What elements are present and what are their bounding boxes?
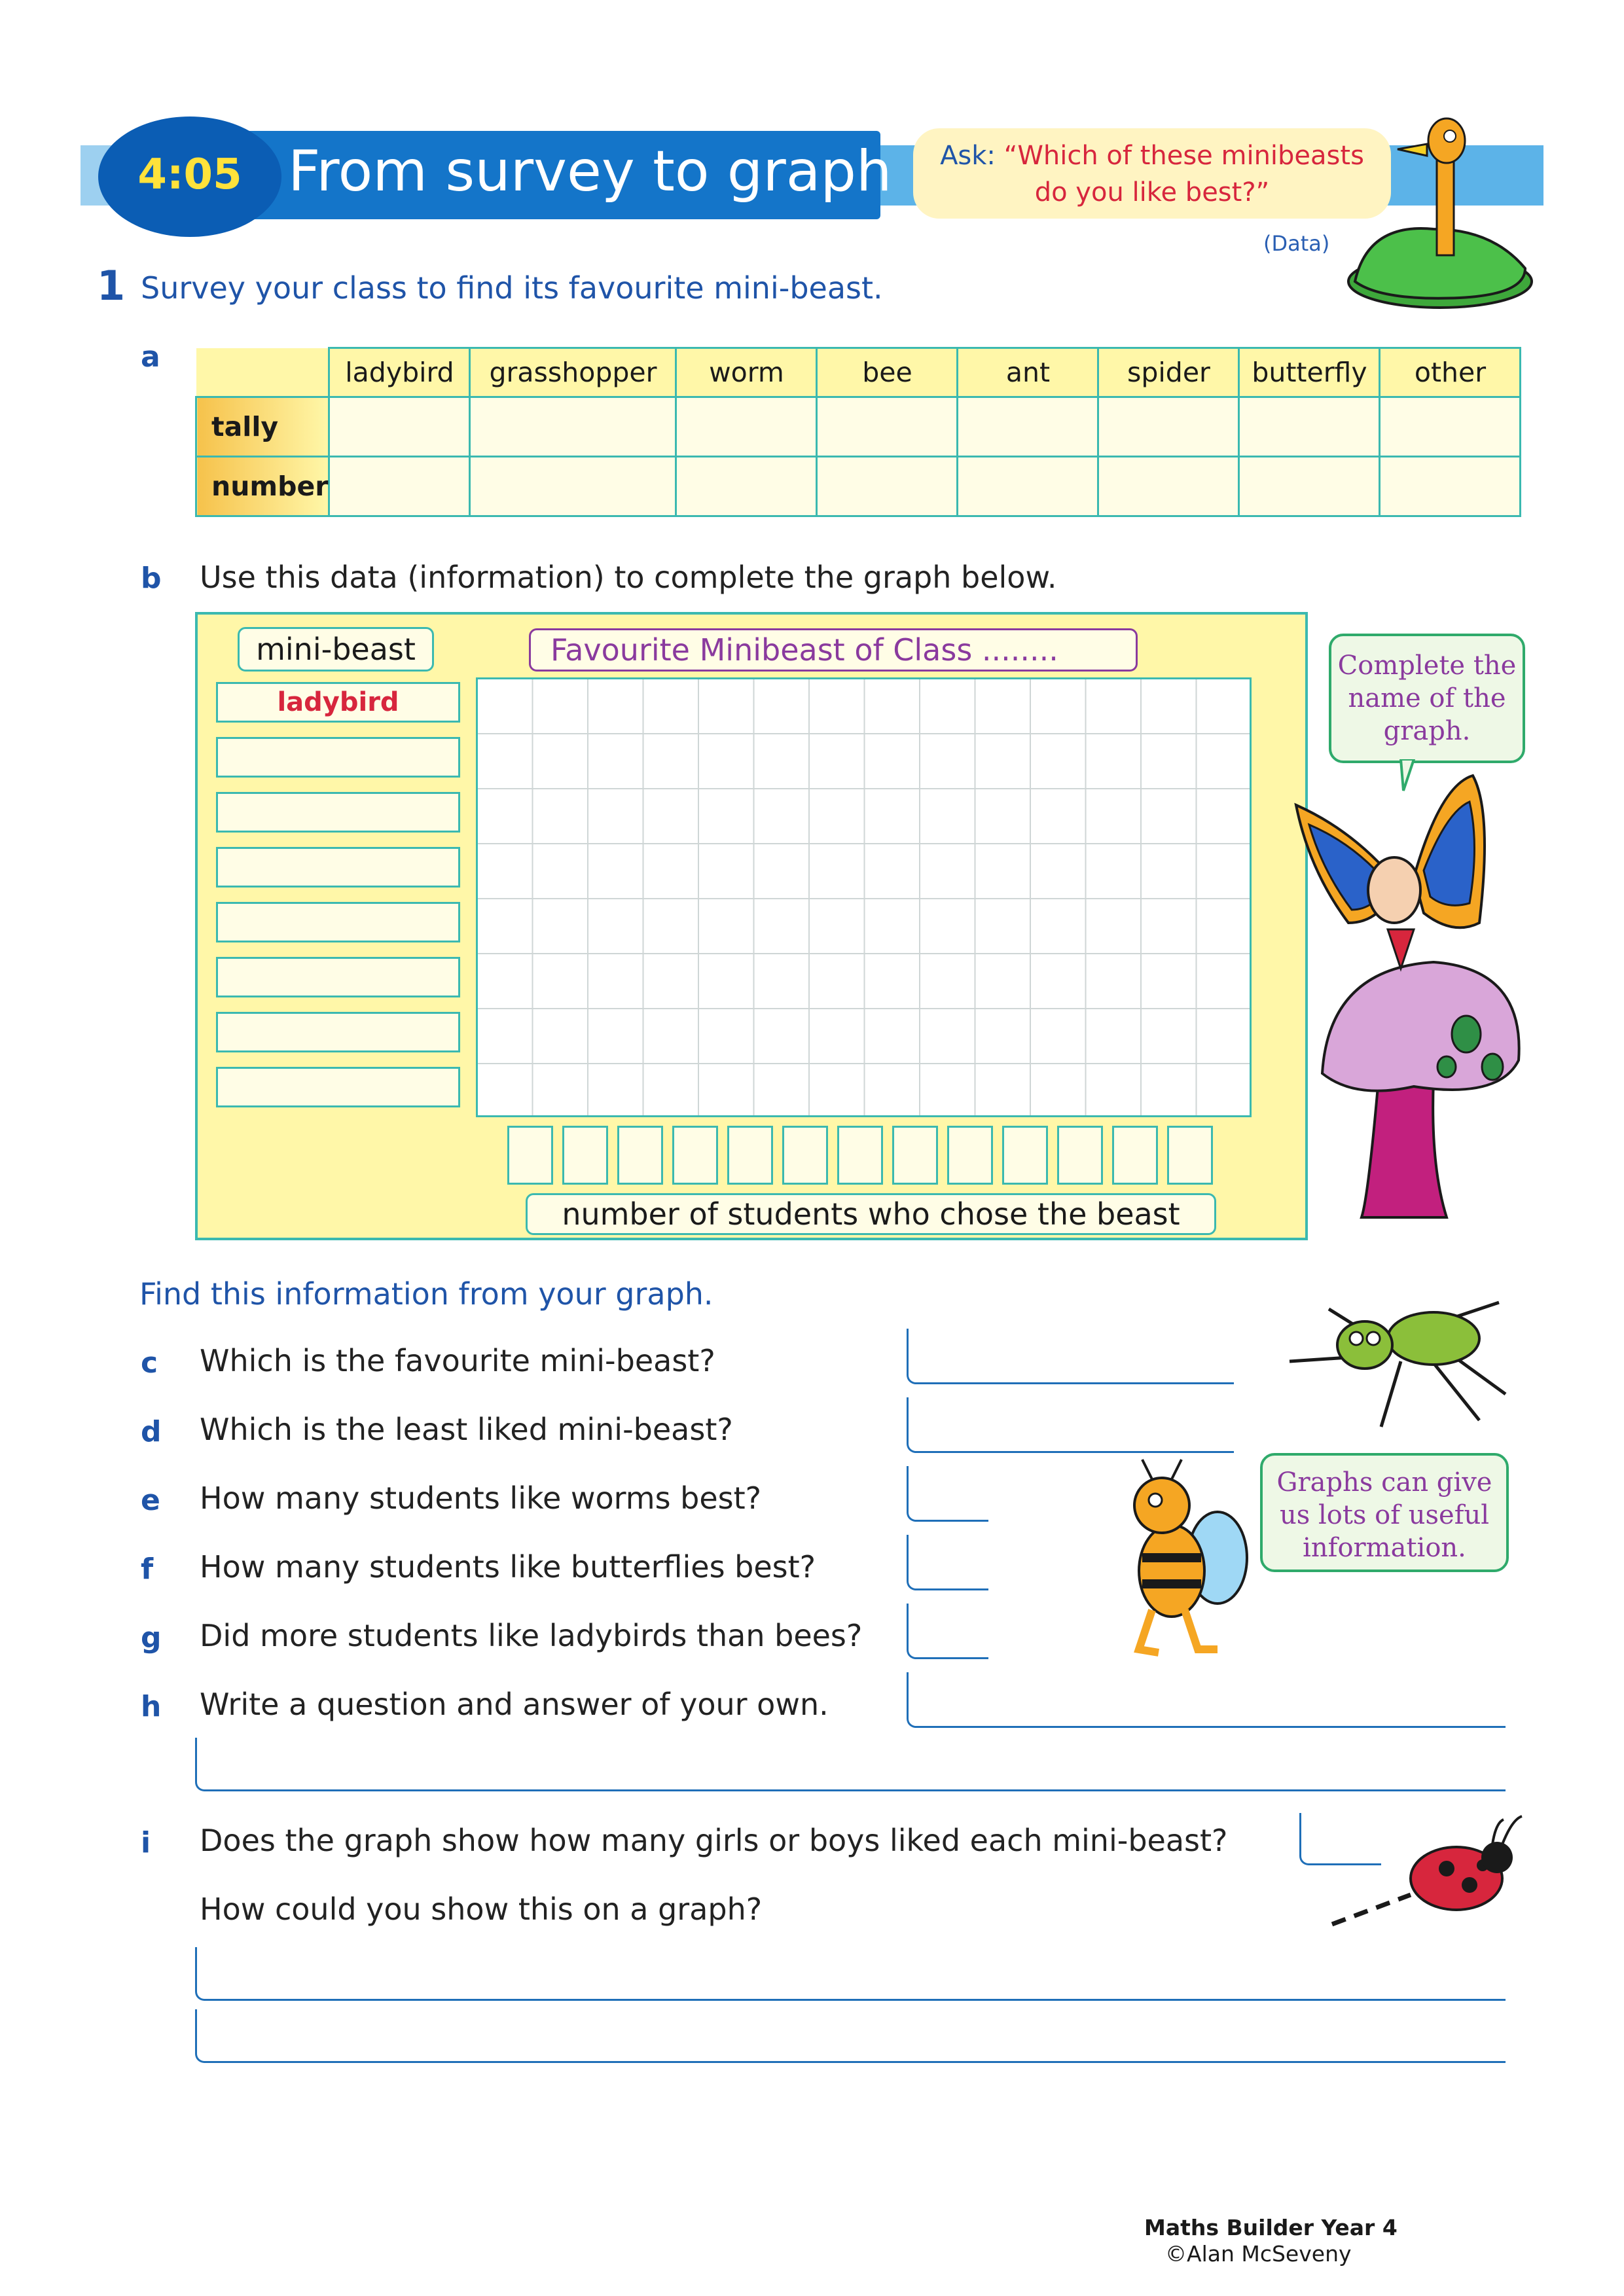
row-label-tally: tally	[196, 397, 329, 457]
complete-name-bubble: Complete the name of the graph.	[1329, 634, 1525, 763]
butterfly-on-mushroom-illustration	[1283, 772, 1545, 1230]
column-header: ant	[958, 348, 1098, 397]
number-row	[196, 457, 1521, 516]
graph-row-label-blank[interactable]	[216, 1012, 460, 1052]
tally-cell[interactable]	[817, 397, 958, 457]
bee-illustration	[1093, 1453, 1263, 1662]
number-cell[interactable]	[958, 457, 1098, 516]
column-header: other	[1380, 348, 1521, 397]
question-letter: e	[141, 1484, 160, 1517]
question-letter: c	[141, 1346, 158, 1380]
number-cell[interactable]	[470, 457, 676, 516]
question-text: Which is the favourite mini-beast?	[200, 1343, 715, 1378]
tally-table	[195, 347, 1521, 517]
axis-number-box[interactable]	[1167, 1126, 1213, 1185]
column-header: spider	[1098, 348, 1239, 397]
column-header: worm	[676, 348, 817, 397]
graph-title[interactable]: Favourite Minibeast of Class ........	[529, 628, 1138, 672]
axis-number-box[interactable]	[947, 1126, 993, 1185]
column-header: grasshopper	[470, 348, 676, 397]
tally-cell[interactable]	[1380, 397, 1521, 457]
question-letter: i	[141, 1826, 151, 1859]
axis-number-box[interactable]	[727, 1126, 773, 1185]
ask-question-line1: “Which of these minibeasts	[1003, 141, 1364, 171]
footer-copyright: ©Alan McSeveny	[1165, 2241, 1352, 2267]
answer-field[interactable]	[907, 1397, 1234, 1453]
graph-row-label-blank[interactable]	[216, 792, 460, 833]
row-label-number: number	[196, 457, 329, 516]
question-text: How many students like butterflies best?	[200, 1549, 816, 1585]
find-info-text: Find this information from your graph.	[139, 1276, 713, 1312]
graph-row-label-blank[interactable]	[216, 847, 460, 888]
number-cell[interactable]	[1239, 457, 1380, 516]
question-text: How many students like worms best?	[200, 1480, 762, 1516]
y-axis-title: mini-beast	[238, 627, 434, 672]
axis-number-box[interactable]	[672, 1126, 718, 1185]
header-corner	[196, 348, 329, 397]
axis-number-box[interactable]	[562, 1126, 608, 1185]
graph-grid[interactable]	[476, 677, 1252, 1117]
tally-cell[interactable]	[329, 397, 470, 457]
axis-number-box[interactable]	[782, 1126, 828, 1185]
axis-number-box[interactable]	[837, 1126, 883, 1185]
column-header: butterfly	[1239, 348, 1380, 397]
answer-field-wide[interactable]	[195, 1738, 1506, 1791]
tally-cell[interactable]	[1098, 397, 1239, 457]
axis-number-box[interactable]	[1002, 1126, 1048, 1185]
question-text: Which is the least liked mini-beast?	[200, 1412, 733, 1447]
question-letter: g	[141, 1621, 162, 1655]
axis-number-box[interactable]	[892, 1126, 938, 1185]
tally-cell[interactable]	[676, 397, 817, 457]
footer-book-title: Maths Builder Year 4	[1144, 2215, 1398, 2240]
ask-text	[913, 137, 1391, 211]
question-i-followup: How could you show this on a graph?	[200, 1892, 763, 1927]
answer-field[interactable]	[907, 1604, 988, 1659]
question-letter: f	[141, 1552, 154, 1586]
ladybird-illustration	[1326, 1806, 1535, 1944]
question-text: Does the graph show how many girls or boys liked each mini-beast?	[200, 1823, 1228, 1858]
x-axis-title: number of students who chose the beast	[526, 1193, 1216, 1235]
tally-cell[interactable]	[1239, 397, 1380, 457]
tally-cell[interactable]	[958, 397, 1098, 457]
graph-row-label-blank[interactable]	[216, 1067, 460, 1107]
duck-in-shoe-illustration	[1329, 98, 1551, 314]
topic-tag: (Data)	[1263, 231, 1330, 256]
answer-field[interactable]	[907, 1329, 1234, 1384]
answer-field[interactable]	[907, 1672, 1506, 1728]
graph-row-label-blank[interactable]	[216, 737, 460, 778]
part-a-letter: a	[141, 340, 160, 374]
number-cell[interactable]	[676, 457, 817, 516]
question-number: 1	[97, 262, 126, 310]
ask-question-line2: do you like best?”	[1034, 177, 1270, 207]
number-cell[interactable]	[1380, 457, 1521, 516]
tally-header-row	[196, 348, 1521, 397]
number-cell[interactable]	[329, 457, 470, 516]
axis-number-box[interactable]	[1057, 1126, 1103, 1185]
question-letter: d	[141, 1415, 162, 1448]
graph-row-label-blank[interactable]	[216, 902, 460, 942]
part-b-text: Use this data (information) to complete the graph below.	[200, 560, 1057, 595]
question-text: Write a question and answer of your own.	[200, 1687, 829, 1722]
tally-cell[interactable]	[470, 397, 676, 457]
question-1-text: Survey your class to find its favourite mini-beast.	[141, 270, 883, 306]
graph-row-label-blank[interactable]	[216, 957, 460, 997]
answer-field[interactable]	[907, 1466, 988, 1522]
lesson-number: 4:05	[137, 151, 242, 199]
answer-field-wide[interactable]	[195, 2009, 1506, 2063]
column-header: bee	[817, 348, 958, 397]
axis-number-box[interactable]	[1112, 1126, 1158, 1185]
part-b-letter: b	[141, 562, 162, 595]
graph-row-label: ladybird	[216, 682, 460, 723]
answer-field[interactable]	[907, 1535, 988, 1590]
page-title: From survey to graph	[288, 139, 892, 204]
ask-label: Ask:	[940, 141, 996, 171]
tally-row	[196, 397, 1521, 457]
axis-number-box[interactable]	[507, 1126, 553, 1185]
graphs-info-bubble: Graphs can give us lots of useful information.	[1260, 1453, 1509, 1572]
axis-number-box[interactable]	[617, 1126, 663, 1185]
number-cell[interactable]	[817, 457, 958, 516]
spider-illustration	[1283, 1283, 1519, 1440]
question-letter: h	[141, 1690, 162, 1723]
column-header: ladybird	[329, 348, 470, 397]
number-cell[interactable]	[1098, 457, 1239, 516]
question-text: Did more students like ladybirds than bees?	[200, 1618, 863, 1653]
answer-field-wide[interactable]	[195, 1947, 1506, 2001]
